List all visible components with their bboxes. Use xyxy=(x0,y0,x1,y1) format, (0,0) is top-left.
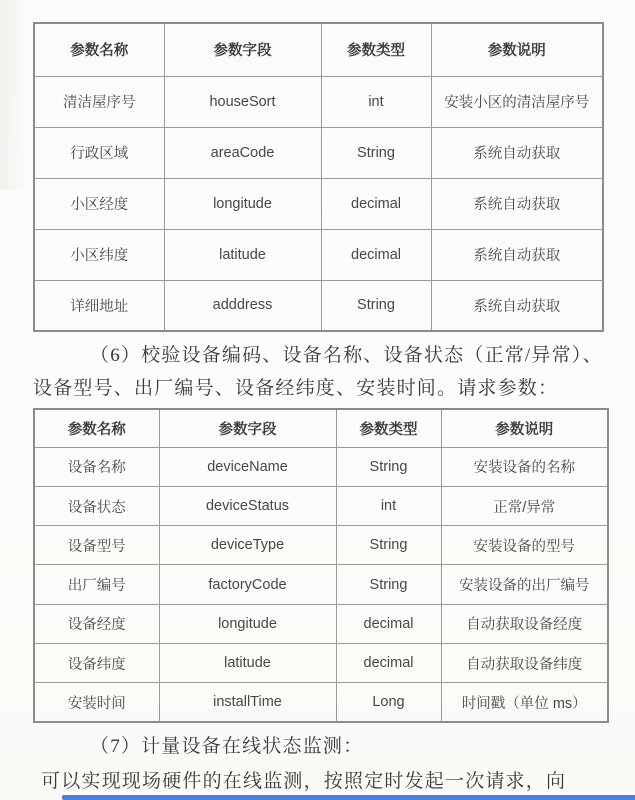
col-header: 参数类型 xyxy=(336,409,441,447)
param-name-cell: 安装时间 xyxy=(34,683,159,722)
param-type-cell: String xyxy=(336,447,441,486)
param-type-cell: decimal xyxy=(336,643,441,682)
paragraph-6-line2: 设备型号、出厂编号、设备经纬度、安装时间。请求参数： xyxy=(33,378,559,399)
table-row xyxy=(34,643,608,682)
param-type-cell: String xyxy=(321,280,431,331)
table-row xyxy=(34,683,608,722)
col-header: 参数名称 xyxy=(34,23,164,76)
param-field-cell: deviceStatus xyxy=(159,486,336,525)
param-field-cell: installTime xyxy=(159,683,336,722)
col-header: 参数类型 xyxy=(321,23,431,76)
param-name-cell: 设备名称 xyxy=(34,447,159,486)
table-row xyxy=(34,280,603,331)
param-type-cell: int xyxy=(336,486,441,525)
param-type-cell: decimal xyxy=(336,604,441,643)
table-header-row xyxy=(34,409,608,447)
table-row xyxy=(34,229,603,280)
table-row xyxy=(34,447,608,486)
param-field-cell: deviceType xyxy=(159,526,336,565)
table-row xyxy=(34,127,603,178)
param-name-cell: 出厂编号 xyxy=(34,565,159,604)
param-type-cell: String xyxy=(321,127,431,178)
table-row xyxy=(34,486,608,525)
param-desc-cell: 安装设备的型号 xyxy=(441,526,608,565)
param-field-cell: longitude xyxy=(159,604,336,643)
param-table-house xyxy=(33,22,604,332)
table-header-row xyxy=(34,23,603,76)
param-name-cell: 设备状态 xyxy=(34,486,159,525)
param-field-cell: latitude xyxy=(164,229,321,280)
param-name-cell: 设备型号 xyxy=(34,526,159,565)
param-desc-cell: 安装设备的名称 xyxy=(441,447,608,486)
param-type-cell: decimal xyxy=(321,229,431,280)
param-type-cell: decimal xyxy=(321,178,431,229)
param-desc-cell: 系统自动获取 xyxy=(431,229,603,280)
scan-shadow xyxy=(0,0,28,190)
col-header: 参数说明 xyxy=(441,409,608,447)
paragraph-7-line2: 可以实现现场硬件的在线监测，按照定时发起一次请求，向 xyxy=(41,771,567,792)
table-row xyxy=(34,526,608,565)
param-desc-cell: 正常/异常 xyxy=(441,486,608,525)
param-name-cell: 详细地址 xyxy=(34,280,164,331)
param-name-cell: 行政区域 xyxy=(34,127,164,178)
param-desc-cell: 自动获取设备纬度 xyxy=(441,643,608,682)
paragraph-7-line1: （7）计量设备在线状态监测： xyxy=(90,736,364,757)
param-field-cell: factoryCode xyxy=(159,565,336,604)
param-desc-cell: 系统自动获取 xyxy=(431,280,603,331)
table-row xyxy=(34,604,608,643)
param-field-cell: longitude xyxy=(164,178,321,229)
param-field-cell: adddress xyxy=(164,280,321,331)
param-name-cell: 小区经度 xyxy=(34,178,164,229)
col-header: 参数字段 xyxy=(164,23,321,76)
param-table-device xyxy=(33,408,609,723)
col-header: 参数字段 xyxy=(159,409,336,447)
param-name-cell: 设备经度 xyxy=(34,604,159,643)
bottom-accent-bar xyxy=(62,795,635,800)
param-type-cell: String xyxy=(336,565,441,604)
param-type-cell: int xyxy=(321,76,431,127)
table-row xyxy=(34,565,608,604)
col-header: 参数说明 xyxy=(431,23,603,76)
param-desc-cell: 安装小区的清洁屋序号 xyxy=(431,76,603,127)
param-name-cell: 清洁屋序号 xyxy=(34,76,164,127)
param-name-cell: 小区纬度 xyxy=(34,229,164,280)
col-header: 参数名称 xyxy=(34,409,159,447)
param-field-cell: deviceName xyxy=(159,447,336,486)
param-desc-cell: 安装设备的出厂编号 xyxy=(441,565,608,604)
param-type-cell: String xyxy=(336,526,441,565)
param-name-cell: 设备纬度 xyxy=(34,643,159,682)
table-row xyxy=(34,76,603,127)
param-field-cell: areaCode xyxy=(164,127,321,178)
table-row xyxy=(34,178,603,229)
param-field-cell: houseSort xyxy=(164,76,321,127)
param-field-cell: latitude xyxy=(159,643,336,682)
param-desc-cell: 自动获取设备经度 xyxy=(441,604,608,643)
param-type-cell: Long xyxy=(336,683,441,722)
param-desc-cell: 系统自动获取 xyxy=(431,127,603,178)
param-desc-cell: 系统自动获取 xyxy=(431,178,603,229)
param-desc-cell: 时间戳（单位 ms） xyxy=(441,683,608,722)
paragraph-6-line1: （6）校验设备编码、设备名称、设备状态（正常/异常）、 xyxy=(90,345,603,366)
